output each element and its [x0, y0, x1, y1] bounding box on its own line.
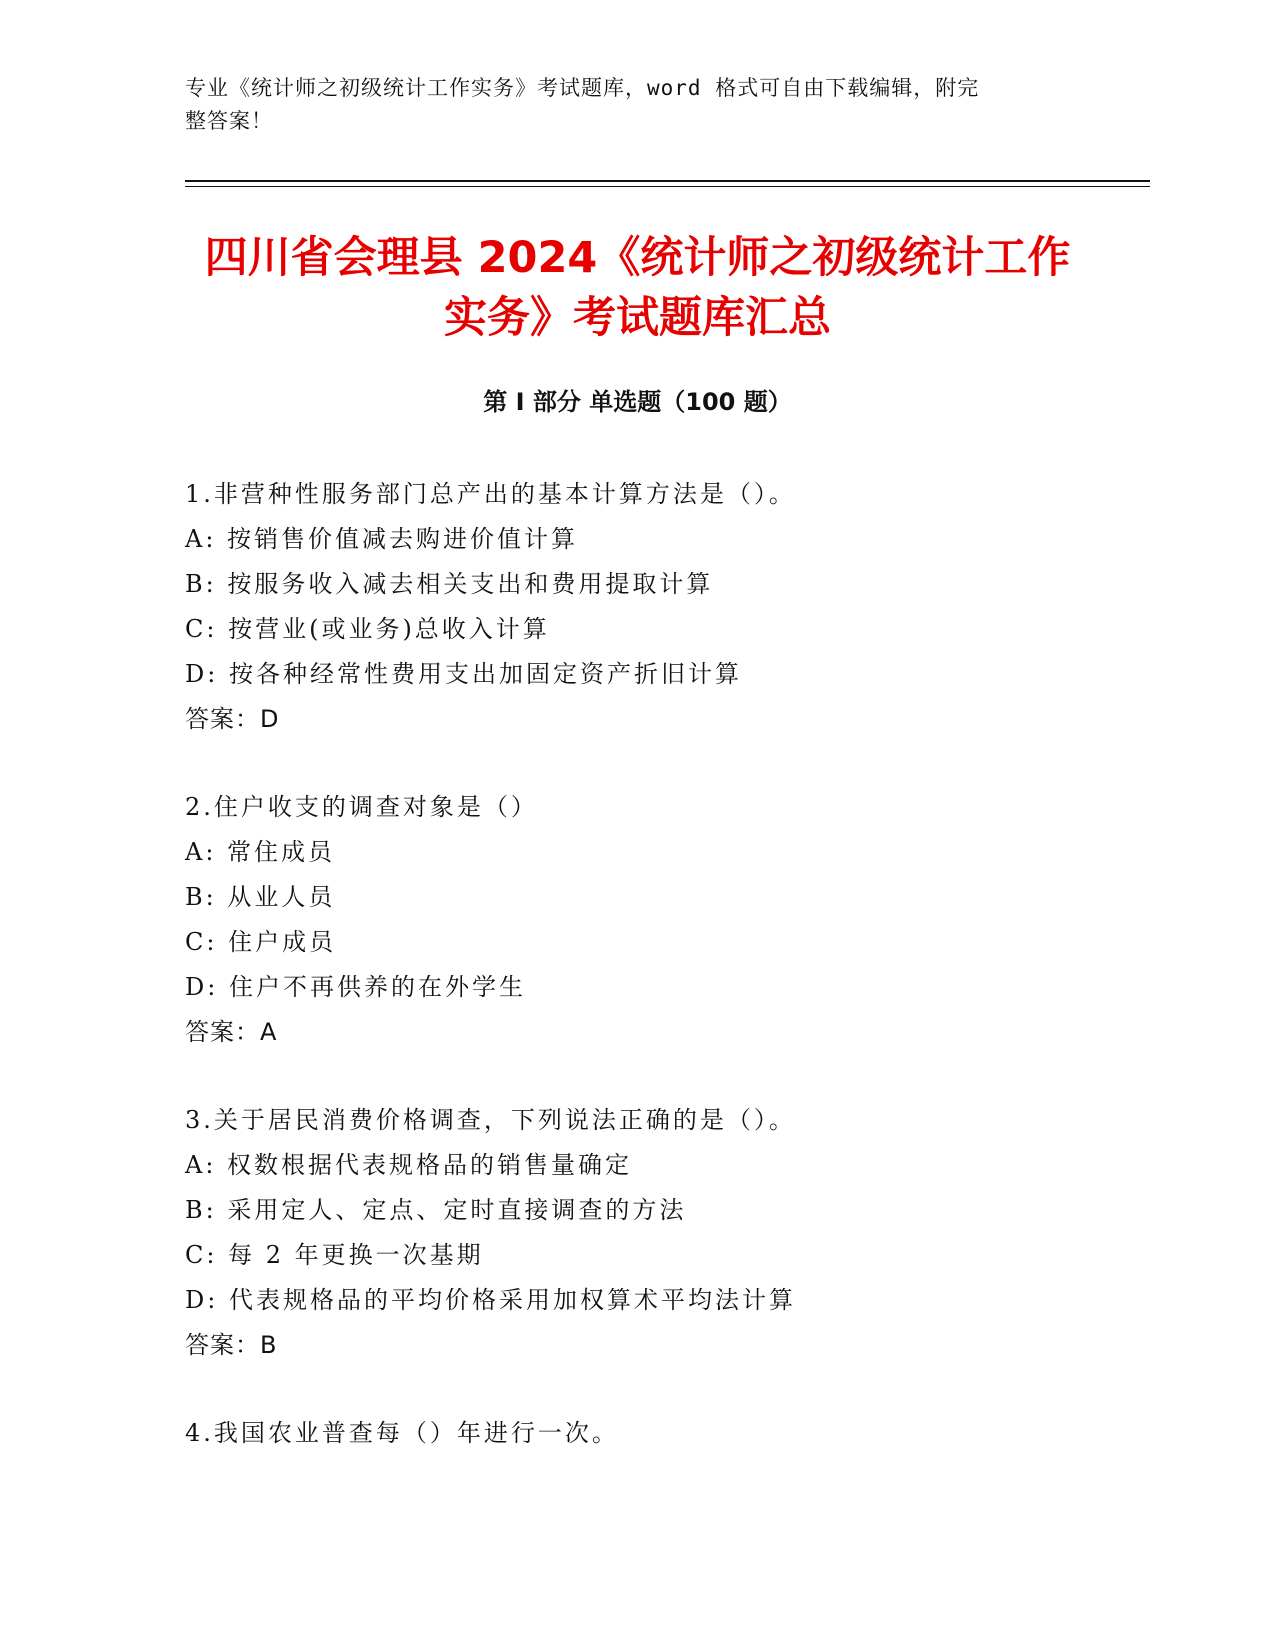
question-stem: 4.我国农业普查每（）年进行一次。 — [185, 1419, 619, 1447]
option-d: D: 按各种经常性费用支出加固定资产折旧计算 — [185, 660, 742, 688]
option-c: C: 住户成员 — [185, 928, 337, 956]
header-note-line-2: 整答案！ — [185, 109, 273, 133]
option-d: D: 代表规格品的平均价格采用加权算术平均法计算 — [185, 1286, 796, 1314]
question-1 — [185, 472, 1135, 742]
option-b: B: 采用定人、定点、定时直接调查的方法 — [185, 1196, 687, 1224]
option-a: A: 按销售价值减去购进价值计算 — [185, 525, 579, 553]
option-b: B: 从业人员 — [185, 883, 336, 911]
option-b: B: 按服务收入减去相关支出和费用提取计算 — [185, 570, 714, 598]
option-a: A: 常住成员 — [185, 838, 336, 866]
document-title-line-1: 四川省会理县 2024《统计师之初级统计工作 — [204, 233, 1071, 283]
question-stem: 1.非营种性服务部门总产出的基本计算方法是（）。 — [185, 480, 796, 508]
question-3 — [185, 1098, 1135, 1368]
header-note — [185, 72, 1085, 138]
document-title-line-2: 实务》考试题库汇总 — [444, 293, 831, 343]
question-stem: 3.关于居民消费价格调查，下列说法正确的是（）。 — [185, 1106, 796, 1134]
answer: 答案：A — [185, 1018, 278, 1046]
answer: 答案：D — [185, 705, 280, 733]
option-a: A: 权数根据代表规格品的销售量确定 — [185, 1151, 633, 1179]
header-divider-thin — [185, 186, 1150, 187]
option-d: D: 住户不再供养的在外学生 — [185, 973, 526, 1001]
answer: 答案：B — [185, 1331, 278, 1359]
section-title: 第 I 部分 单选题（100 题） — [483, 388, 792, 416]
header-note-line-1: 专业《统计师之初级统计工作实务》考试题库，word 格式可自由下载编辑，附完 — [185, 76, 980, 100]
document-title — [140, 228, 1135, 348]
question-list — [185, 472, 1135, 1499]
question-4 — [185, 1411, 1135, 1456]
question-stem: 2.住户收支的调查对象是（） — [185, 793, 538, 821]
question-2 — [185, 785, 1135, 1055]
header-divider-thick — [185, 180, 1150, 182]
option-c: C: 每 2 年更换一次基期 — [185, 1241, 484, 1269]
option-c: C: 按营业(或业务)总收入计算 — [185, 615, 550, 643]
